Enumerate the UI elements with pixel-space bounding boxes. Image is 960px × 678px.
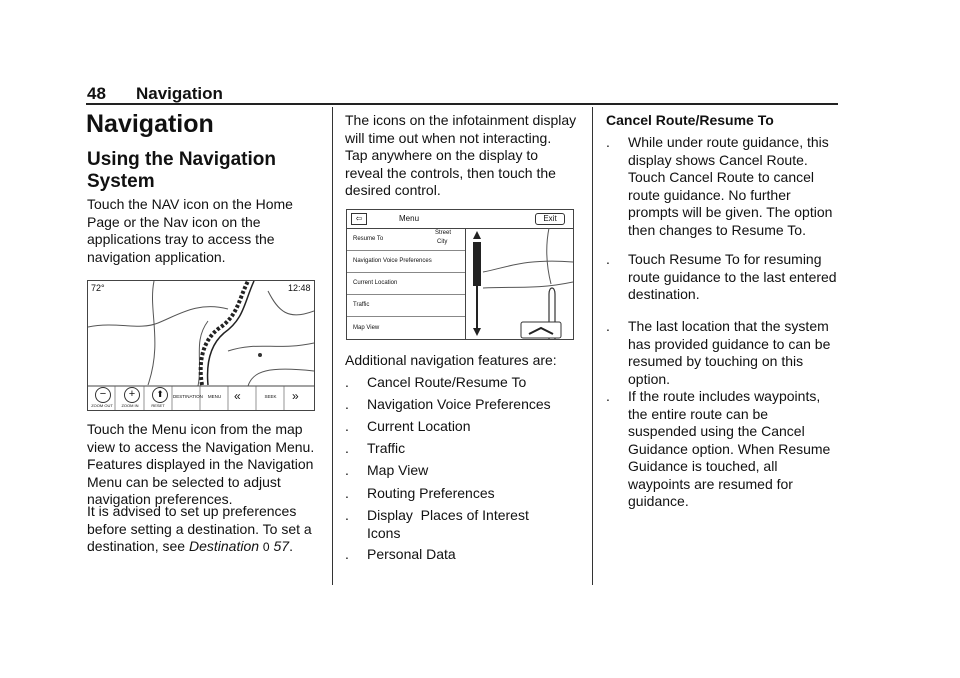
advice-end: . [289,538,293,554]
list-item-text: While under route guidance, this display shows Cancel Route. Touch Cancel Route to cancel route guidance. No further prompts will be given. The option then changes to Resume To. [628,134,833,238]
bullet: . [345,462,349,478]
zoom-out-label: ZOOM OUT [91,403,113,408]
menu-item-label: Navigation Voice Preferences [353,258,432,264]
menu-item-label: Traffic [353,302,370,308]
map-illustration [88,281,314,410]
menu-list [347,228,466,339]
menu-item-label: Resume To [353,236,384,242]
timeout-paragraph: The icons on the infotainment display will time out when not interacting. Tap anywhere on the display to reveal the controls, then touch the desired control. [345,112,577,198]
destination-button[interactable]: DESTINATION [173,394,203,399]
list-item-text: Cancel Route/Resume To [367,374,527,390]
menu-map-preview [465,228,573,339]
advice-paragraph [87,503,323,557]
list-item-text: Current Location [367,418,471,434]
destination-page-ref[interactable]: 57 [273,538,290,554]
intro-paragraph: Touch the NAV icon on the Home Page or the Nav icon on the applications tray to access the navigation application. [87,196,293,265]
section-heading: Navigation [86,110,214,138]
bullet: . [345,374,349,390]
list-item-text: Touch Resume To for resuming route guidance to the last entered destination. [628,251,837,302]
zoom-out-icon[interactable]: − [95,387,111,403]
bullet: . [606,318,610,334]
bullet: . [345,507,349,523]
bullet: . [606,134,610,150]
zoom-in-icon[interactable]: + [124,387,140,403]
clock-readout: 12:48 [288,283,311,293]
list-item-text: Navigation Voice Preferences [367,396,551,412]
features-intro: Additional navigation features are: [345,352,557,368]
menu-item-label: Map View [353,325,380,331]
bullet: . [345,418,349,434]
exit-button[interactable]: Exit [535,213,565,225]
running-header: Navigation [136,84,223,103]
list-item-text: The last location that the system has provided guidance to can be resumed by touching on this option. [628,318,831,387]
menu-item-current-location[interactable] [347,272,465,295]
bullet: . [345,396,349,412]
list-item-text: If the route includes waypoints, the entire route can be suspended using the Cancel Guidance option. When Resume Guidance is touched, all waypoints are resumed for guidance. [628,388,831,509]
bullet: . [345,546,349,562]
advice-text: It is advised to set up preferences before setting a destination. To set a destination, see [87,503,312,554]
seek-back-icon[interactable]: « [234,389,241,403]
list-item-text: Traffic [367,440,406,456]
menu-item-voice-preferences[interactable] [347,250,465,273]
seek-button[interactable]: SEEK [264,394,277,399]
menu-paragraph: Touch the Menu icon from the map view to access the Navigation Menu. Features displayed in the Navigation Menu can be selected to adjust navigation preferences. [87,421,315,507]
list-item-text: Routing Preferences [367,485,495,501]
map-screen-figure [87,280,315,411]
zoom-in-label: ZOOM IN [121,403,139,408]
nav-menu-figure [346,209,574,340]
subsection-heading: Using the Navigation System [87,149,276,192]
resume-city: City [437,239,448,245]
temperature-readout: 72° [91,283,105,293]
column-divider-1 [332,107,333,585]
reset-label: RESET [151,403,165,408]
list-item-text: Personal Data [367,546,456,562]
bullet: . [345,440,349,456]
bullet: . [606,388,610,404]
seek-forward-icon[interactable]: » [292,389,299,403]
menu-title: Menu [399,214,420,223]
menu-item-map-view[interactable] [347,316,465,338]
menu-item-label: Current Location [353,280,398,286]
page-number: 48 [87,84,106,103]
menu-button[interactable]: MENU [207,394,222,399]
menu-item-traffic[interactable] [347,294,465,317]
list-item-text: Display Places of Interest Icons [367,507,533,541]
bullet: . [606,251,610,267]
resume-street: Street [435,230,452,236]
header-rule [86,103,838,105]
menu-item-resume-to[interactable] [347,228,465,251]
list-item-text: Map View [367,462,429,478]
destination-link[interactable]: Destination [188,538,260,554]
bullet: . [345,485,349,501]
column-divider-2 [592,107,593,585]
subsection-title: Cancel Route/Resume To [606,112,774,128]
back-icon[interactable]: ⇦ [351,213,367,225]
page-ref-icon: 0 [262,540,270,554]
reset-icon[interactable]: ⬆ [152,387,168,403]
